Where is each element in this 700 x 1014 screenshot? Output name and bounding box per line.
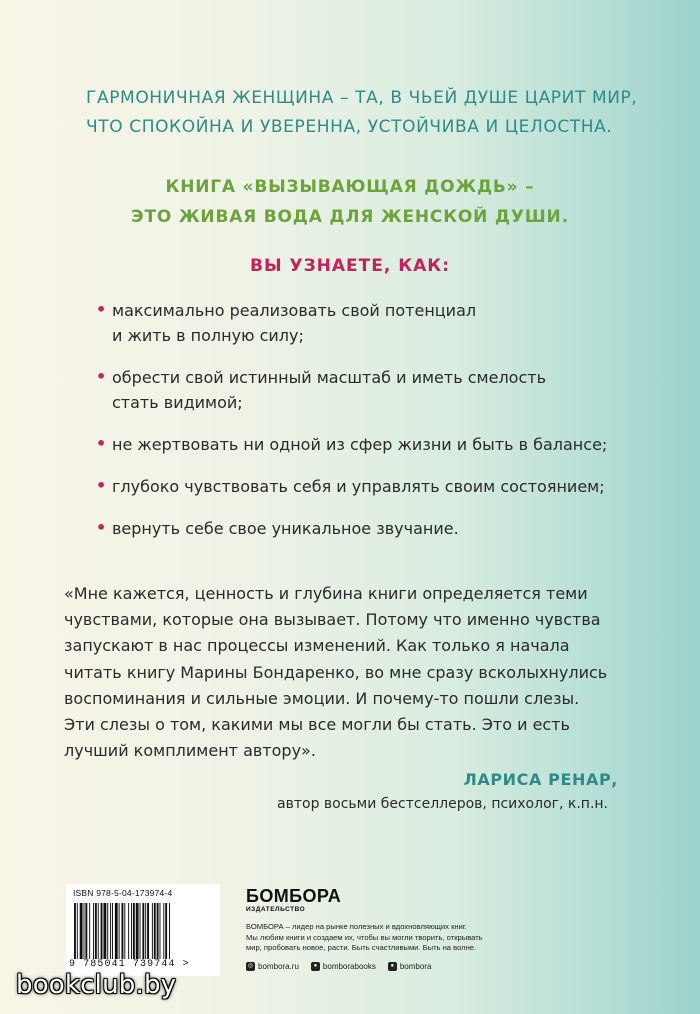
quote-line: чувствами, которые она вызывает. Потому что именно чувства xyxy=(64,610,601,630)
list-item xyxy=(96,516,656,541)
list-item-line: не жертвовать ни одной из сфер жизни и быть в балансе; xyxy=(112,435,608,454)
social-label: bombora.ru xyxy=(258,962,299,971)
quote-line: «Мне кажется, ценность и глубина книги определяется теми xyxy=(64,584,588,603)
bullet-marker: • xyxy=(96,476,107,495)
social-link-bombora[interactable] xyxy=(388,962,432,971)
list-item xyxy=(96,432,656,457)
social-label: bomborabooks xyxy=(322,962,376,971)
social-link-site[interactable] xyxy=(246,962,299,971)
barcode-icon xyxy=(74,903,214,959)
list-item xyxy=(96,474,656,499)
publisher-description-line: Мы любим книги и создаем их, чтобы вы могли творить, открывать xyxy=(246,932,483,942)
intro-line: ГАРМОНИЧНАЯ ЖЕНЩИНА – ТА, В ЧЬЕЙ ДУШЕ ЦАРИТ МИР, xyxy=(86,88,638,108)
publisher-socials xyxy=(246,962,431,971)
ean-digits: 9 785041 739744 > xyxy=(69,959,190,970)
list-item-line: и жить в полную силу; xyxy=(112,326,304,345)
list-item xyxy=(96,365,656,415)
quote-line: запускают в нас процессы изменений. Как только я начала xyxy=(64,636,570,656)
isbn-text: ISBN 978-5-04-173974-4 xyxy=(73,888,173,898)
social-icon: ● xyxy=(311,962,320,971)
publisher-logo xyxy=(246,886,341,913)
barcode-box xyxy=(66,884,220,976)
bullet-marker: • xyxy=(96,518,107,537)
list-item-line: вернуть себе свое уникальное звучание. xyxy=(112,519,459,538)
bullet-marker: • xyxy=(96,367,107,386)
list-item-line: обрести свой истинный масштаб и иметь смелость xyxy=(112,368,547,387)
social-icon: ● xyxy=(388,962,397,971)
publisher-description-line: мир, пробовать новое, расти. Быть счастливыми. Быть на волне. xyxy=(246,943,477,952)
quote-line: воспоминания и сильные эмоции. И почему-то пошли слезы. xyxy=(64,688,580,708)
quote-line: читать книгу Марины Бондаренко, во мне сразу всколыхнулись xyxy=(64,662,608,682)
book-tagline-line: ЭТО ЖИВАЯ ВОДА ДЛЯ ЖЕНСКОЙ ДУШИ. xyxy=(131,207,569,227)
quote-line: лучший комплимент автору». xyxy=(64,741,316,761)
list-item-line: стать видимой; xyxy=(112,393,243,412)
review-quote xyxy=(64,581,664,764)
bullet-marker: • xyxy=(96,300,107,319)
publisher-description-line: БОМБОРА – лидер на рынке полезных и вдохновляющих книг. xyxy=(246,922,467,931)
globe-icon: ◎ xyxy=(247,963,254,969)
publisher-description xyxy=(246,922,606,954)
list-item xyxy=(96,298,656,348)
list-item-line: максимально реализовать свой потенциал xyxy=(112,301,477,320)
book-tagline-line: КНИГА «ВЫЗЫВАЮЩАЯ ДОЖДЬ» – xyxy=(165,177,535,197)
publisher-name: БОМБОРА xyxy=(246,886,342,906)
intro-text xyxy=(86,84,646,142)
social-link-books[interactable] xyxy=(311,962,376,971)
quote-author-title: автор восьми бестселлеров, психолог, к.п.н. xyxy=(277,796,608,812)
intro-line: ЧТО СПОКОЙНА И УВЕРЕННА, УСТОЙЧИВА И ЦЕЛОСТНА. xyxy=(86,117,613,137)
watermark: bookclub.by xyxy=(16,970,177,1000)
publisher-subtitle: ИЗДАТЕЛЬСТВО xyxy=(246,906,306,913)
bullet-marker: • xyxy=(96,434,107,453)
quote-line: Эти слезы о том, какими мы все могли бы стать. Это и есть xyxy=(64,715,570,735)
learn-heading: ВЫ УЗНАЕТЕ, КАК: xyxy=(249,256,450,276)
book-tagline xyxy=(0,172,700,232)
quote-author-name: ЛАРИСА РЕНАР, xyxy=(463,770,618,789)
social-label: bombora xyxy=(399,962,432,971)
benefits-list xyxy=(96,298,656,541)
list-item-line: глубоко чувствовать себя и управлять своим состоянием; xyxy=(112,477,605,496)
